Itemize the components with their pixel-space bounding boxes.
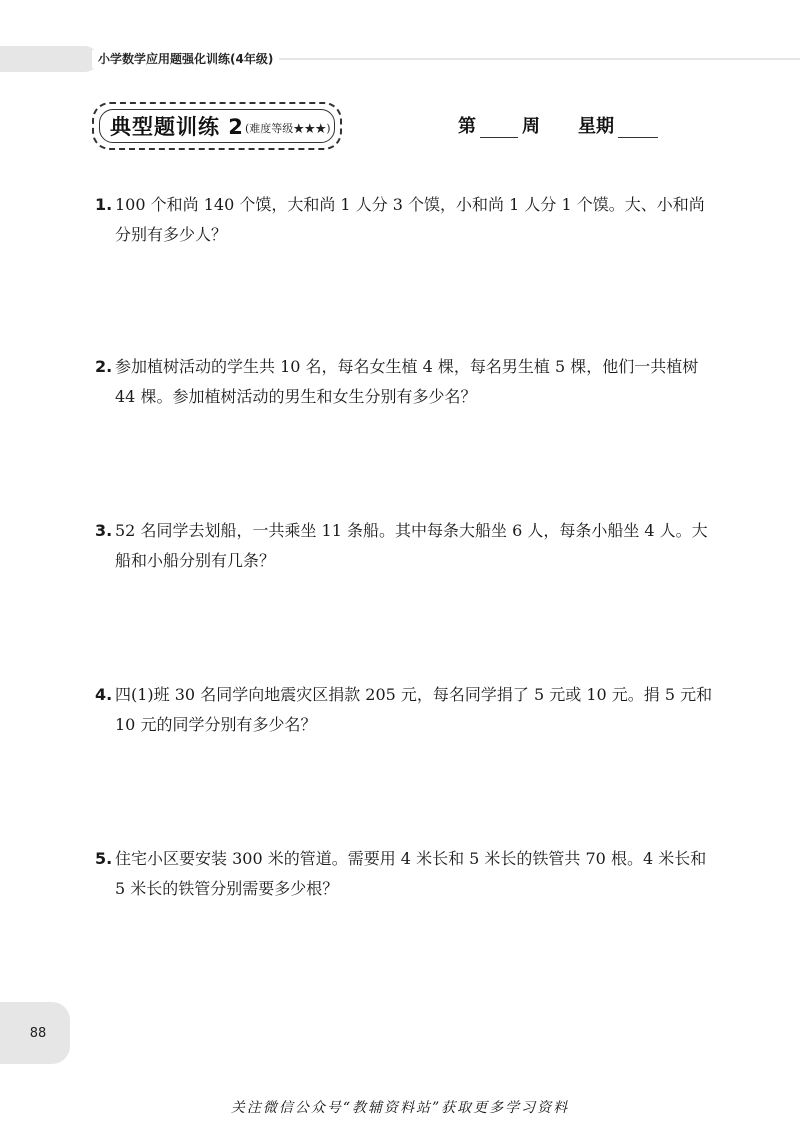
header-band — [0, 46, 98, 72]
question-number: 3. — [95, 521, 113, 540]
week-prefix: 第 — [458, 116, 476, 137]
footer-note: 关注微信公众号“教辅资料站”获取更多学习资料 — [230, 1100, 570, 1116]
question-text: 参加植树活动的学生共 10 名，每名女生植 4 棵，每名男生植 5 棵，他们一共植树 44 棵。参加植树活动的男生和女生分别有多少名？ — [115, 357, 699, 406]
page-number-tab — [0, 1002, 70, 1064]
section-title: 典型题训练 2 — [110, 115, 244, 139]
section-title-box — [92, 102, 342, 150]
book-title: 小学数学应用题强化训练(4年级) — [92, 50, 279, 68]
page-number: 88 — [29, 1025, 47, 1041]
week-number-blank[interactable] — [480, 115, 518, 138]
week-suffix: 周 — [522, 116, 540, 137]
question-text: 52 名同学去划船，一共乘坐 11 条船。其中每条大船坐 6 人，每条小船坐 4 人。大船和小船分别有几条？ — [115, 521, 708, 570]
section-title-frame — [99, 109, 335, 143]
question-1 — [95, 190, 715, 250]
question-2 — [95, 352, 715, 412]
question-number: 4. — [95, 685, 113, 704]
question-text: 住宅小区要安装 300 米的管道。需要用 4 米长和 5 米长的铁管共 70 根。4 米长和 5 米长的铁管分别需要多少根？ — [115, 849, 707, 898]
week-fill-in — [458, 112, 658, 138]
weekday-label: 星期 — [578, 116, 614, 137]
question-number: 5. — [95, 849, 113, 868]
question-4 — [95, 680, 715, 740]
question-number: 2. — [95, 357, 113, 376]
question-text: 100 个和尚 140 个馍，大和尚 1 人分 3 个馍，小和尚 1 人分 1 个馍。大、小和尚分别有多少人？ — [115, 195, 705, 244]
question-text: 四(1)班 30 名同学向地震灾区捐款 205 元，每名同学捐了 5 元或 10 元。捐 5 元和 10 元的同学分别有多少名？ — [115, 685, 713, 734]
weekday-blank[interactable] — [618, 115, 658, 138]
difficulty-label: (难度等级★★★) — [244, 122, 331, 135]
question-5 — [95, 844, 715, 904]
question-number: 1. — [95, 195, 113, 214]
question-3 — [95, 516, 715, 576]
